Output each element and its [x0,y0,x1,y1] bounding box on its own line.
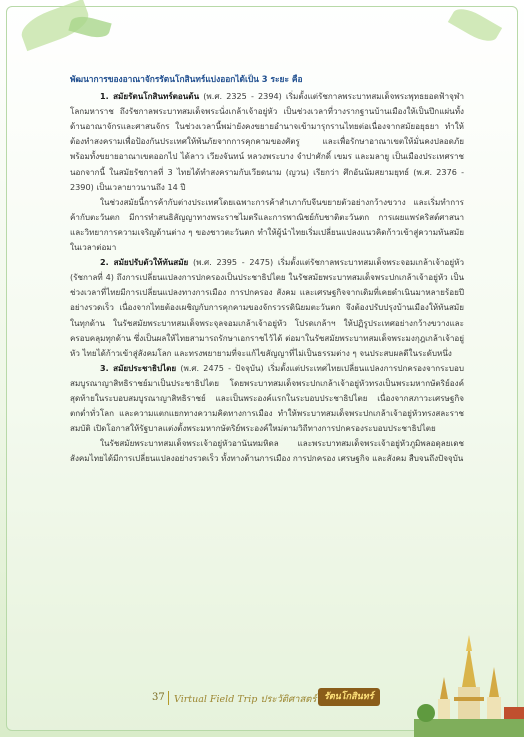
section-heading: พัฒนาการของอาณาจักรรัตนโกสินทร์แบ่งออกได้เป็น 3 ระยะ คือ [70,74,303,84]
page-number: 37 [152,692,165,703]
period-3-extra: ในรัชสมัยพระบาทสมเด็จพระเจ้าอยู่หัวอานันทมหิดล และพระบาทสมเด็จพระเจ้าอยู่หัวภูมิพลอดุลยเดช สังคมไทยได้มีการเปลี่ยนแปลงอย่างรวดเร็ว ทั้งทางด้านการเมือง การปกครอง เศรษฐกิจ และสังคม สืบจนถึงปัจจุบัน [70,438,464,464]
temple-illustration [414,627,524,737]
period-2-paragraph [70,255,464,361]
footer-badge: รัตนโกสินทร์ [318,688,380,706]
footer-divider [168,691,169,705]
article-body [70,72,464,466]
period-3-body: (พ.ศ. 2475 - ปัจจุบัน) เริ่มตั้งแต่ประเทศไทยเปลี่ยนแปลงการปกครองจากระบอบสมบูรณาญาสิทธิราชย์มาเป็นประชาธิปไตย โดยพระบาทสมเด็จพระปกเกล้าเจ้าอยู่หัวทรงเป็นพระมหากษัตริย์องค์สุดท้ายในระบอบสมบูรณาญาสิทธิราชย์ และเป็นพระองค์แรกในระบอบประชาธิปไตย เนื่องจากสภาวะเศรษฐกิจตกต่ำทั่วโลก และความแตกแยกทางความคิดทางการเมือง ทำให้พระบาทสมเด็จพระปกเกล้าเจ้าอยู่หัวทรงสละราชสมบัติ เปิดโอกาสให้รัฐบาลแต่งตั้งพระมหากษัตริย์พระองค์ใหม่ตามวิถีทางการปกครองระบอบประชาธิปไตย [70,362,464,434]
temple-icon [414,627,524,737]
period-2-title: 2. สมัยปรับตัวให้ทันสมัย [100,257,189,268]
period-2-body: (พ.ศ. 2395 - 2475) เริ่มตั้งแต่รัชกาลพระบาทสมเด็จพระจอมเกล้าเจ้าอยู่หัว (รัชกาลที่ 4) ถึงการเปลี่ยนแปลงการปกครองเป็นประชาธิปไตย ในรัชสมัยพระบาทสมเด็จพระปกเกล้าเจ้าอยู่หัว เป็นช่วงเวลาที่ไทยมีการเปลี่ยนแปลงทางการเมือง การปกครอง สังคม และเศรษฐกิจจากเดิมที่เคยดำเนินมาหลายร้อยปีอย่างรวดเร็ว เนื่องจากไทยต้องเผชิญกับการคุกคามของจักรวรรดินิยมตะวันตก จึงต้องปรับปรุงบ้านเมืองให้ทันสมัยในทุกด้าน ในรัชสมัยพระบาทสมเด็จพระจุลจอมเกล้าเจ้าอยู่หัว โปรดเกล้าฯ ให้ปฏิรูประเทศอย่างกว้างขวางและครอบคลุมทุกด้าน ซึ่งเป็นผลให้ไทยสามารถรักษาเอกราชไว้ได้ ต่อมาในรัชสมัยพระบาทสมเด็จพระมงกุฎเกล้าเจ้าอยู่หัว ไทยได้ก้าวเข้าสู่สังคมโลก และทรงพยายามที่จะแก้ไขสัญญาที่ไม่เป็นธรรมต่าง ๆ จนประสบผลดีในระดับหนึ่ง [70,257,464,358]
period-1-title: 1. สมัยรัตนโกสินทร์ตอนต้น [100,91,200,102]
period-1-extra: ในช่วงสมัยนี้การค้ากับต่างประเทศโดยเฉพาะการค้าสำเภากับจีนขยายตัวอย่างกว้างขวาง และเริ่มทำการค้ากับตะวันตก มีการทำสนธิสัญญาทางพระราชไมตรีและการพาณิชย์กับชาติตะวันตก การเผยแพร่คริสต์ศาสนาและวิทยาการความเจริญด้านต่าง ๆ ของชาวตะวันตก ทำให้ผู้นำไทยเริ่มเปลี่ยนแปลงแนวคิดก้าวเข้าสู่ความทันสมัยในเวลาต่อมา [70,196,464,253]
footer-title: Virtual Field Trip ประวัติศาสตร์ [174,694,317,705]
period-1-body: (พ.ศ. 2325 - 2394) เริ่มตั้งแต่รัชกาลพระบาทสมเด็จพระพุทธยอดฟ้าจุฬาโลกมหาราช ถึงรัชกาลพระบาทสมเด็จพระนั่งเกล้าเจ้าอยู่หัว เป็นช่วงเวลาที่วางรากฐานบ้านเมืองให้เป็นปึกแผ่นทั้งด้านอาณาจักรและศาสนจักร ในช่วงเวลานี้พม่ายังคงขยายอำนาจเข้ามารุกรานไทยต่อเนื่องจากสมัยอยุธยา ทำให้ต้องทำสงครามเพื่อป้องกันประเทศให้พ้นภัยจากการคุกคามของศัตรู และเพื่อรักษาอาณาเขตให้มั่นคงปลอดภัย พร้อมทั้งขยายอาณาเขตออกไป ได้ลาว เวียงจันทน์ หลวงพระบาง จำปาศักดิ์ เขมร และมลายู เป็นเมืองประเทศราช นอกจากนี้ ในสมัยรัชกาลที่ 3 ไทยได้ทำสงครามกับเวียดนาม (ญวน) เรียกว่า ศึกอันนัมสยามยุทธ์ (พ.ศ. 2376 - 2390) เป็นเวลายาวนานถึง 14 ปี [70,91,464,192]
period-3-title: 3. สมัยประชาธิปไตย [100,362,177,373]
period-3-paragraph [70,361,464,436]
period-1-paragraph [70,89,464,195]
